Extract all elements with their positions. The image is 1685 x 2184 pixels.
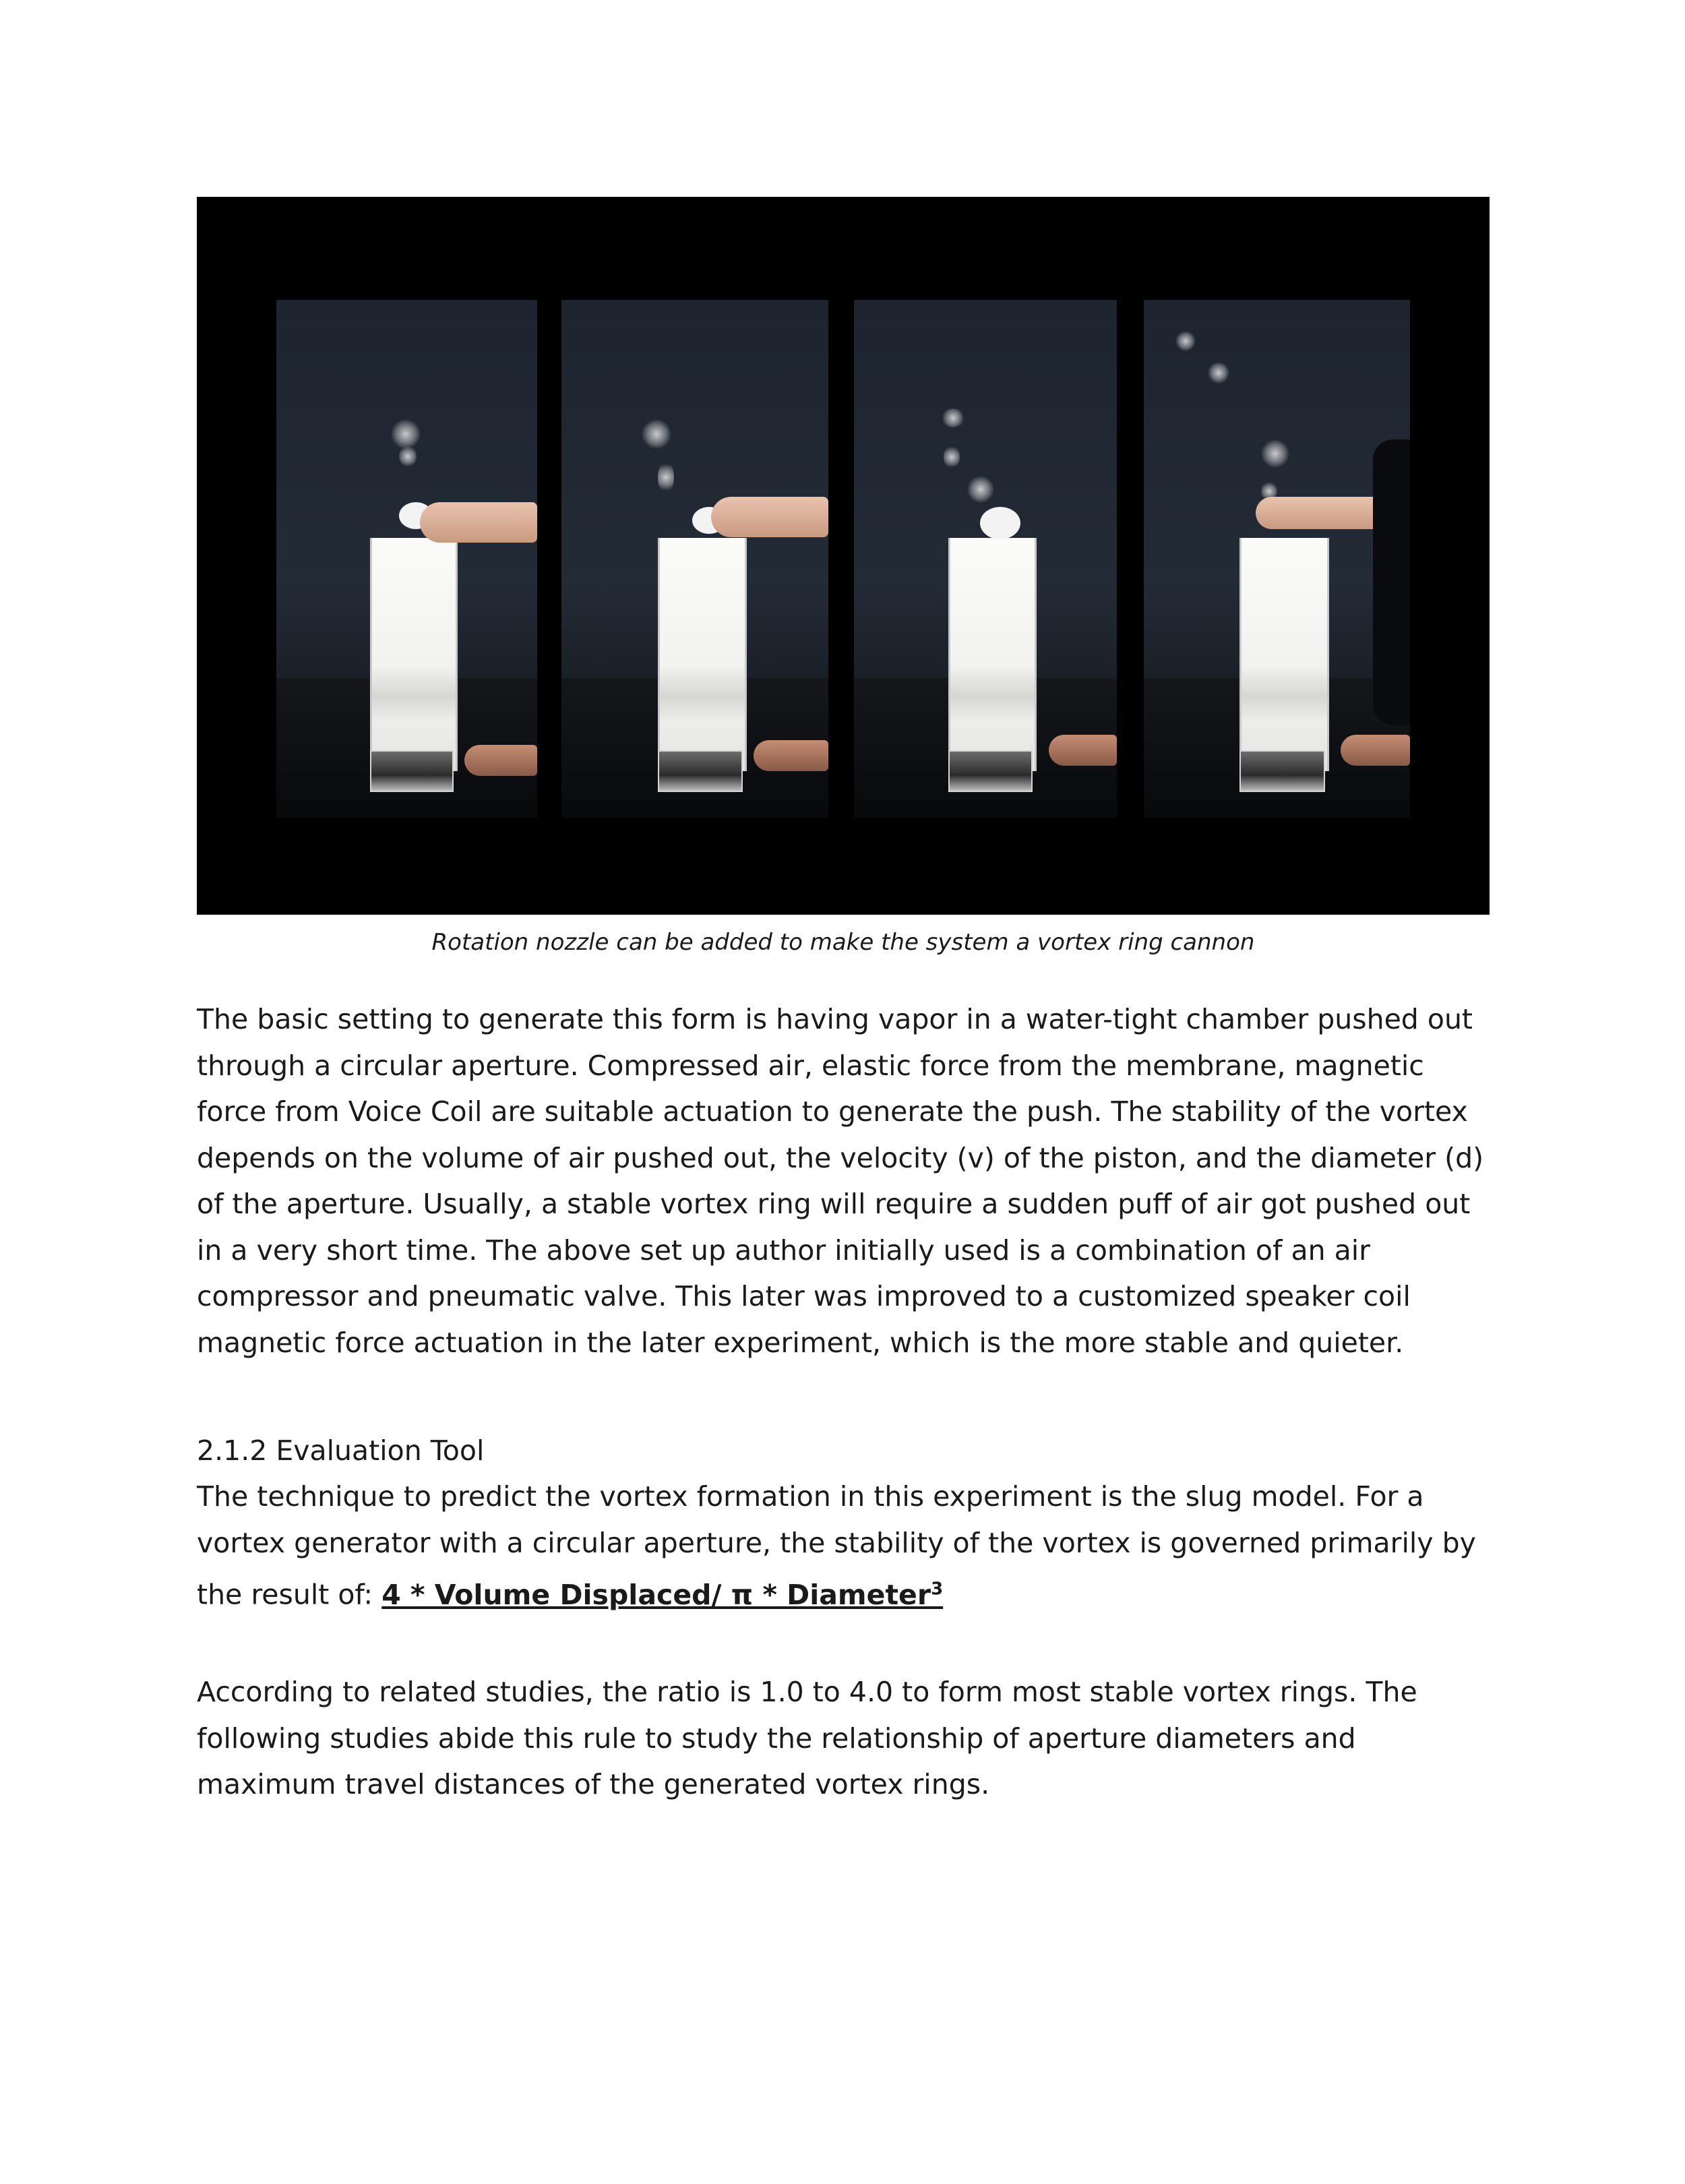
hand: [420, 502, 537, 543]
vortex-ring: [944, 445, 960, 469]
chamber-base: [948, 750, 1033, 791]
chamber-base: [658, 750, 743, 791]
jacket-sleeve: [1373, 439, 1410, 724]
hand: [1256, 497, 1389, 529]
photo-frame-4: [1144, 300, 1410, 818]
hand: [464, 745, 537, 776]
vapor-chamber: [948, 538, 1037, 771]
formula-text: 4 * Volume Displaced/ π * Diameter: [381, 1578, 931, 1611]
vortex-ring: [967, 476, 994, 503]
formula-exponent: 3: [931, 1579, 944, 1599]
vortex-ring: [941, 408, 965, 427]
section-text: The technique to predict the vortex formation in this experiment is the slug model. For a vortex generator with a circular aperture, the stability of the vortex is governed primarily by the result of:: [197, 1480, 1476, 1611]
vortex-ring: [1175, 331, 1196, 351]
vapor-chamber: [1239, 538, 1328, 771]
vortex-ring: [399, 445, 417, 468]
hand: [711, 497, 828, 537]
vapor-chamber: [658, 538, 747, 771]
photo-frame-2: [561, 300, 828, 818]
hand: [1049, 735, 1117, 766]
chamber-base: [370, 750, 454, 791]
vortex-ring: [1261, 439, 1289, 468]
chamber-base: [1239, 750, 1324, 791]
hand: [754, 740, 828, 771]
vapor-chamber: [370, 538, 458, 771]
section-paragraph: [197, 1474, 1498, 1618]
photo-frame-3: [854, 300, 1117, 818]
hand: [1341, 735, 1410, 766]
vortex-ring: [658, 460, 674, 494]
closing-paragraph: According to related studies, the ratio is 1.0 to 4.0 to form most stable vortex rings. The following studies abide this rule to study the relationship of aperture diameters and maximum travel distances of the generated vortex rings.: [197, 1676, 1417, 1800]
vortex-ring: [1208, 362, 1229, 384]
vortex-formula: [381, 1579, 943, 1611]
photo-frame-1: [276, 300, 537, 818]
rotation-nozzle: [980, 507, 1020, 539]
body-paragraph: The basic setting to generate this form is having vapor in a water-tight chamber pushed out through a circular aperture. Compressed air, elastic force from the membrane, magnetic force from Voice Coil are suitable actuation to generate the push. The stability of the vortex depends on the volume of air pushed out, the velocity (v) of the piston, and the diameter (d) of the aperture. Usually, a stable vortex ring will require a sudden puff of air got pushed out in a very short time. The above set up author initially used is a combination of an air compressor and pneumatic valve. This later was improved to a customized speaker coil magnetic force actuation in the later experiment, which is the more stable and quieter.: [197, 1003, 1484, 1359]
vortex-ring: [391, 419, 421, 449]
section-heading: 2.1.2 Evaluation Tool: [197, 1434, 485, 1467]
vortex-photo-sequence: [197, 197, 1490, 915]
figure-caption: Rotation nozzle can be added to make the system a vortex ring cannon: [431, 929, 1255, 956]
vortex-ring: [642, 419, 671, 449]
